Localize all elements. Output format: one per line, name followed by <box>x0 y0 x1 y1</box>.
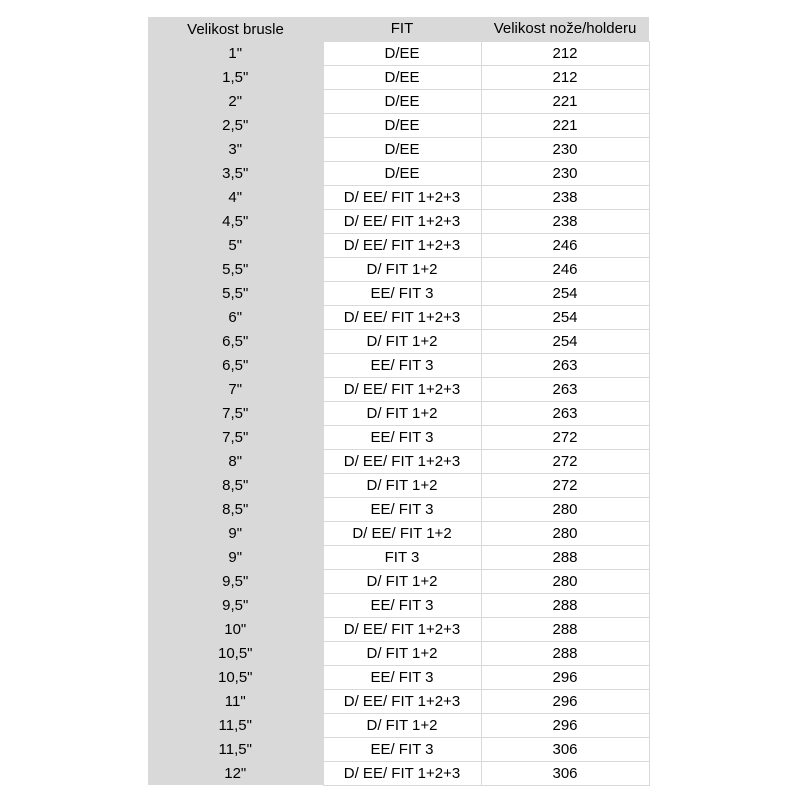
size-chart-table <box>148 17 650 786</box>
holder-size-cell: 296 <box>481 713 649 737</box>
holder-size-cell: 212 <box>481 41 649 65</box>
table-row <box>148 665 649 689</box>
skate-size-cell: 5,5" <box>148 281 323 305</box>
table-row <box>148 425 649 449</box>
fit-cell: EE/ FIT 3 <box>323 593 481 617</box>
table-row <box>148 41 649 65</box>
fit-cell: EE/ FIT 3 <box>323 497 481 521</box>
skate-size-cell: 11" <box>148 689 323 713</box>
table-row <box>148 689 649 713</box>
table-row <box>148 569 649 593</box>
holder-size-cell: 272 <box>481 425 649 449</box>
column-header-fit: FIT <box>323 17 481 41</box>
holder-size-cell: 212 <box>481 65 649 89</box>
holder-size-cell: 280 <box>481 497 649 521</box>
skate-size-cell: 8" <box>148 449 323 473</box>
fit-cell: D/EE <box>323 41 481 65</box>
holder-size-cell: 263 <box>481 401 649 425</box>
table-row <box>148 713 649 737</box>
holder-size-cell: 296 <box>481 665 649 689</box>
fit-cell: D/ EE/ FIT 1+2+3 <box>323 305 481 329</box>
fit-cell: EE/ FIT 3 <box>323 353 481 377</box>
table-row <box>148 89 649 113</box>
fit-cell: FIT 3 <box>323 545 481 569</box>
table-row <box>148 209 649 233</box>
fit-cell: D/ EE/ FIT 1+2+3 <box>323 689 481 713</box>
fit-cell: D/ FIT 1+2 <box>323 569 481 593</box>
fit-cell: D/ EE/ FIT 1+2+3 <box>323 209 481 233</box>
skate-size-cell: 11,5" <box>148 737 323 761</box>
table-row <box>148 401 649 425</box>
holder-size-cell: 263 <box>481 353 649 377</box>
holder-size-cell: 254 <box>481 329 649 353</box>
skate-size-cell: 12" <box>148 761 323 785</box>
holder-size-cell: 254 <box>481 305 649 329</box>
table-head <box>148 17 649 41</box>
table-row <box>148 521 649 545</box>
skate-size-cell: 3,5" <box>148 161 323 185</box>
fit-cell: D/ EE/ FIT 1+2+3 <box>323 377 481 401</box>
table-row <box>148 617 649 641</box>
table-row <box>148 329 649 353</box>
skate-size-cell: 6,5" <box>148 329 323 353</box>
holder-size-cell: 280 <box>481 521 649 545</box>
fit-cell: D/EE <box>323 65 481 89</box>
table-row <box>148 473 649 497</box>
skate-size-cell: 1,5" <box>148 65 323 89</box>
holder-size-cell: 288 <box>481 617 649 641</box>
fit-cell: EE/ FIT 3 <box>323 281 481 305</box>
table-row <box>148 497 649 521</box>
fit-cell: D/EE <box>323 89 481 113</box>
skate-size-cell: 4,5" <box>148 209 323 233</box>
fit-cell: D/ FIT 1+2 <box>323 257 481 281</box>
table-row <box>148 257 649 281</box>
fit-cell: D/ EE/ FIT 1+2+3 <box>323 761 481 785</box>
skate-size-cell: 2" <box>148 89 323 113</box>
holder-size-cell: 296 <box>481 689 649 713</box>
holder-size-cell: 238 <box>481 209 649 233</box>
table-row <box>148 545 649 569</box>
table-row <box>148 641 649 665</box>
fit-cell: EE/ FIT 3 <box>323 425 481 449</box>
table-row <box>148 377 649 401</box>
skate-size-cell: 9,5" <box>148 569 323 593</box>
skate-size-cell: 5" <box>148 233 323 257</box>
holder-size-cell: 280 <box>481 569 649 593</box>
holder-size-cell: 306 <box>481 737 649 761</box>
skate-size-cell: 7" <box>148 377 323 401</box>
skate-size-cell: 6" <box>148 305 323 329</box>
fit-cell: D/ FIT 1+2 <box>323 473 481 497</box>
fit-cell: D/ EE/ FIT 1+2+3 <box>323 185 481 209</box>
table-row <box>148 353 649 377</box>
skate-size-cell: 9" <box>148 521 323 545</box>
holder-size-cell: 238 <box>481 185 649 209</box>
fit-cell: D/ EE/ FIT 1+2+3 <box>323 449 481 473</box>
fit-cell: D/EE <box>323 137 481 161</box>
holder-size-cell: 246 <box>481 257 649 281</box>
skate-size-cell: 4" <box>148 185 323 209</box>
fit-cell: D/ FIT 1+2 <box>323 641 481 665</box>
skate-size-cell: 5,5" <box>148 257 323 281</box>
table-row <box>148 281 649 305</box>
fit-cell: D/ EE/ FIT 1+2 <box>323 521 481 545</box>
table-row <box>148 737 649 761</box>
column-header-skate-size: Velikost brusle <box>148 17 323 41</box>
holder-size-cell: 246 <box>481 233 649 257</box>
holder-size-cell: 221 <box>481 113 649 137</box>
fit-cell: D/EE <box>323 161 481 185</box>
skate-size-cell: 7,5" <box>148 401 323 425</box>
skate-size-cell: 10" <box>148 617 323 641</box>
table-header-row <box>148 17 649 41</box>
fit-cell: EE/ FIT 3 <box>323 737 481 761</box>
table-row <box>148 593 649 617</box>
fit-cell: D/EE <box>323 113 481 137</box>
skate-size-cell: 7,5" <box>148 425 323 449</box>
skate-size-cell: 2,5" <box>148 113 323 137</box>
holder-size-cell: 230 <box>481 137 649 161</box>
holder-size-cell: 272 <box>481 473 649 497</box>
skate-size-cell: 1" <box>148 41 323 65</box>
skate-size-cell: 10,5" <box>148 641 323 665</box>
skate-size-cell: 8,5" <box>148 473 323 497</box>
table-row <box>148 137 649 161</box>
holder-size-cell: 288 <box>481 545 649 569</box>
fit-cell: D/ EE/ FIT 1+2+3 <box>323 617 481 641</box>
holder-size-cell: 306 <box>481 761 649 785</box>
size-chart-container <box>148 17 650 786</box>
skate-size-cell: 6,5" <box>148 353 323 377</box>
fit-cell: D/ FIT 1+2 <box>323 329 481 353</box>
skate-size-cell: 11,5" <box>148 713 323 737</box>
fit-cell: D/ EE/ FIT 1+2+3 <box>323 233 481 257</box>
skate-size-cell: 9,5" <box>148 593 323 617</box>
table-row <box>148 305 649 329</box>
holder-size-cell: 263 <box>481 377 649 401</box>
holder-size-cell: 272 <box>481 449 649 473</box>
skate-size-cell: 3" <box>148 137 323 161</box>
skate-size-cell: 8,5" <box>148 497 323 521</box>
skate-size-cell: 9" <box>148 545 323 569</box>
fit-cell: D/ FIT 1+2 <box>323 401 481 425</box>
table-row <box>148 761 649 785</box>
skate-size-cell: 10,5" <box>148 665 323 689</box>
holder-size-cell: 288 <box>481 593 649 617</box>
fit-cell: EE/ FIT 3 <box>323 665 481 689</box>
column-header-holder-size: Velikost nože/holderu <box>481 17 649 41</box>
table-row <box>148 161 649 185</box>
table-row <box>148 113 649 137</box>
holder-size-cell: 288 <box>481 641 649 665</box>
table-body <box>148 41 649 785</box>
table-row <box>148 185 649 209</box>
holder-size-cell: 230 <box>481 161 649 185</box>
holder-size-cell: 254 <box>481 281 649 305</box>
fit-cell: D/ FIT 1+2 <box>323 713 481 737</box>
table-row <box>148 233 649 257</box>
holder-size-cell: 221 <box>481 89 649 113</box>
table-row <box>148 449 649 473</box>
table-row <box>148 65 649 89</box>
